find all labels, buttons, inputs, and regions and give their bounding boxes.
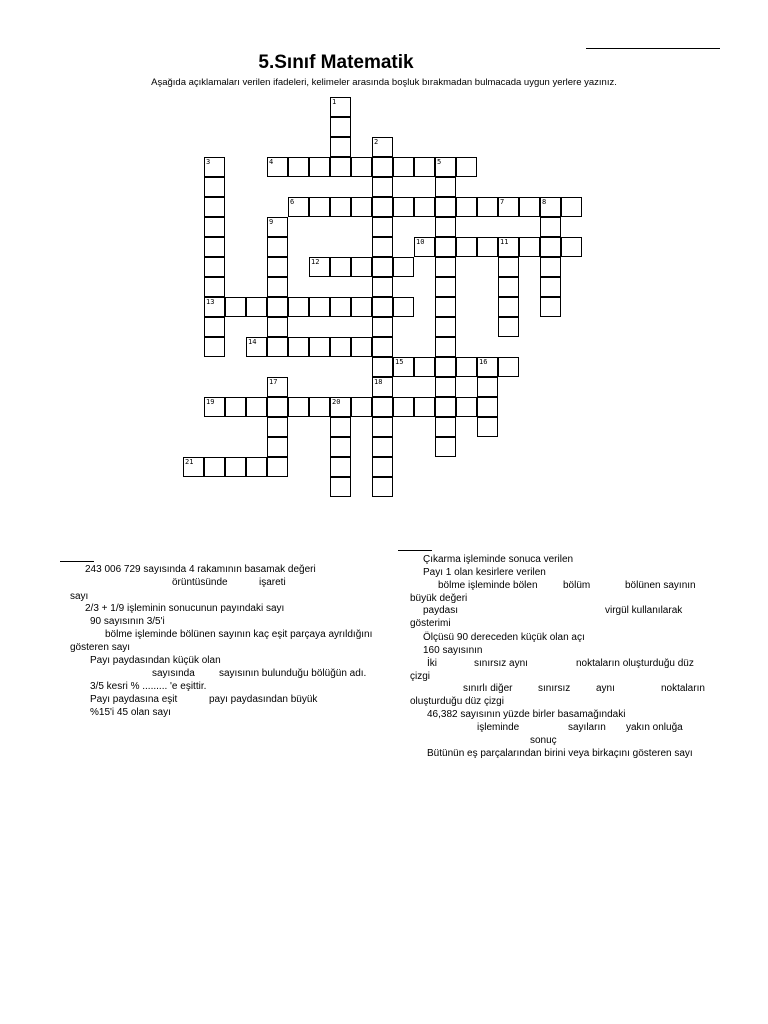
crossword-cell[interactable] [204,217,225,237]
right-clue: yakın onluğa [626,722,683,733]
crossword-cell[interactable] [330,337,351,357]
clue-number: 2 [374,138,379,146]
crossword-cell[interactable] [330,197,351,217]
left-clue: 2/3 + 1/9 işleminin sonucunun payındaki sayı [85,603,285,614]
crossword-cell[interactable] [267,237,288,257]
crossword-cell[interactable] [393,157,414,177]
clue-number: 1 [332,98,337,106]
left-clue: %15'i 45 olan sayı [90,707,171,718]
crossword-cell[interactable] [477,237,498,257]
right-clue: virgül kullanılarak [605,605,683,616]
crossword-cell[interactable] [330,457,351,477]
left-clue: işareti [259,577,286,588]
crossword-cell[interactable] [414,157,435,177]
crossword-cell[interactable] [309,297,330,317]
crossword-cell[interactable] [309,397,330,417]
crossword-cell[interactable] [309,197,330,217]
crossword-cell[interactable] [225,457,246,477]
crossword-cell[interactable] [435,337,456,357]
right-clue: sonuç [530,735,557,746]
crossword-cell[interactable] [435,397,456,417]
right-clue: büyük değeri [410,593,468,604]
crossword-cell[interactable] [267,297,288,317]
crossword-cell[interactable] [540,297,561,317]
right-clue: paydası [423,605,459,616]
crossword-cell[interactable] [393,257,414,277]
clue-number: 4 [269,158,274,166]
right-clue: sınırsız aynı [474,658,528,669]
crossword-cell[interactable] [477,417,498,437]
crossword-cell[interactable] [225,397,246,417]
crossword-cell[interactable] [225,297,246,317]
crossword-cell[interactable] [288,157,309,177]
clue-number: 6 [290,198,295,206]
crossword-cell[interactable] [372,337,393,357]
clue-number: 8 [542,198,547,206]
crossword-cell[interactable] [267,317,288,337]
crossword-cell[interactable] [561,237,582,257]
crossword-cell[interactable] [435,257,456,277]
crossword-cell[interactable] [351,297,372,317]
crossword-cell[interactable] [351,397,372,417]
crossword-cell[interactable] [330,157,351,177]
crossword-cell[interactable] [456,397,477,417]
right-clue: işleminde [477,722,520,733]
crossword-cell[interactable] [204,457,225,477]
crossword-cell[interactable] [456,237,477,257]
crossword-cell[interactable] [372,357,393,377]
crossword-cell[interactable] [393,297,414,317]
crossword-cell[interactable] [372,297,393,317]
left-clue-heading-line [60,561,94,562]
crossword-cell[interactable] [456,197,477,217]
left-clue: 243 006 729 sayısında 4 rakamının basamak değeri [85,564,316,575]
crossword-cell[interactable] [435,317,456,337]
crossword-cell[interactable] [351,197,372,217]
left-clue: sayısının bulunduğu bölüğün adı. [219,668,367,679]
right-clue: Bütünün eş parçalarından birini veya birkaçını gösteren sayı [427,748,693,759]
crossword-cell[interactable] [414,197,435,217]
crossword-cell[interactable] [372,237,393,257]
crossword-cell[interactable] [456,157,477,177]
crossword-cell[interactable] [372,417,393,437]
crossword-cell[interactable] [204,337,225,357]
clue-number: 16 [479,358,488,366]
crossword-cell[interactable] [351,257,372,277]
crossword-cell[interactable] [561,197,582,217]
crossword-cell[interactable] [393,397,414,417]
crossword-cell[interactable] [288,337,309,357]
crossword-cell[interactable] [372,177,393,197]
crossword-cell[interactable] [267,277,288,297]
right-clue: bölünen sayının [625,580,696,591]
crossword-cell[interactable] [372,257,393,277]
left-clue: Payı paydasına eşit [90,694,178,705]
crossword-cell[interactable] [435,357,456,377]
crossword-cell[interactable] [204,277,225,297]
crossword-cell[interactable] [351,157,372,177]
clue-number: 3 [206,158,211,166]
right-clue: noktaların [661,683,705,694]
crossword-cell[interactable] [435,297,456,317]
clue-number: 9 [269,218,274,226]
crossword-cell[interactable] [330,297,351,317]
crossword-cell[interactable] [477,397,498,417]
crossword-cell[interactable] [288,297,309,317]
crossword-cell[interactable] [288,397,309,417]
crossword-cell[interactable] [435,197,456,217]
instructions: Aşağıda açıklamaları verilen ifadeleri, kelimeler arasında boşluk bırakmadan bulmacada uygun yerlere yazınız. [151,77,617,88]
left-clue: gösteren sayı [70,642,131,653]
crossword-cell[interactable] [519,197,540,217]
crossword-cell[interactable] [372,197,393,217]
crossword-cell[interactable] [330,257,351,277]
crossword-cell[interactable] [372,317,393,337]
crossword-cell[interactable] [204,177,225,197]
right-clue: 160 sayısının [423,645,483,656]
clue-number: 10 [416,238,425,246]
clue-number: 5 [437,158,442,166]
crossword-cell[interactable] [498,357,519,377]
left-clue: sayı [70,591,89,602]
clue-number: 15 [395,358,404,366]
right-clue: bölüm [563,580,591,591]
right-clue: Ölçüsü 90 dereceden küçük olan açı [423,632,585,643]
crossword-cell[interactable] [246,397,267,417]
crossword-cell[interactable] [372,397,393,417]
crossword-cell[interactable] [330,477,351,497]
crossword-cell[interactable] [267,337,288,357]
clue-number: 17 [269,378,278,386]
left-clue: sayısında [152,668,195,679]
crossword-cell[interactable] [435,437,456,457]
crossword-cell[interactable] [309,157,330,177]
clue-number: 14 [248,338,257,346]
right-clue: 46,382 sayısının yüzde birler basamağındaki [427,709,626,720]
right-clue: gösterimi [410,618,451,629]
crossword-cell[interactable] [372,437,393,457]
right-clue: sınırlı diğer [463,683,513,694]
clue-number: 7 [500,198,505,206]
crossword-cell[interactable] [393,197,414,217]
crossword-cell[interactable] [540,237,561,257]
crossword-cell[interactable] [204,197,225,217]
crossword-cell[interactable] [540,217,561,237]
crossword-cell[interactable] [267,257,288,277]
crossword-cell[interactable] [498,317,519,337]
crossword-cell[interactable] [351,337,372,357]
right-clue: İki [427,658,437,669]
crossword-cell[interactable] [435,177,456,197]
crossword-cell[interactable] [498,257,519,277]
crossword-cell[interactable] [435,237,456,257]
crossword-cell[interactable] [435,417,456,437]
crossword-cell[interactable] [330,417,351,437]
crossword-cell[interactable] [372,277,393,297]
crossword-cell[interactable] [435,217,456,237]
crossword-cell[interactable] [372,457,393,477]
left-clue: 90 sayısının 3/5'i [90,616,165,627]
left-clue: bölme işleminde bölünen sayının kaç eşit parçaya ayrıldığını [105,629,373,640]
right-clue: Payı 1 olan kesirlere verilen [423,567,546,578]
crossword-cell[interactable] [204,257,225,277]
crossword-cell[interactable] [267,457,288,477]
crossword-cell[interactable] [330,437,351,457]
crossword-cell[interactable] [267,417,288,437]
crossword-cell[interactable] [477,377,498,397]
clue-number: 19 [206,398,215,406]
crossword-cell[interactable] [435,277,456,297]
right-clue: sayıların [568,722,606,733]
clue-number: 20 [332,398,341,406]
right-clue: aynı [596,683,615,694]
right-clue: sınırsız [538,683,571,694]
left-clue: örüntüsünde [172,577,228,588]
crossword-cell[interactable] [414,357,435,377]
crossword-cell[interactable] [309,337,330,357]
crossword-cell[interactable] [204,317,225,337]
crossword-cell[interactable] [540,257,561,277]
crossword-cell[interactable] [246,297,267,317]
right-clue: bölme işleminde bölen [438,580,538,591]
right-clue-heading-line [398,550,432,551]
page-title: 5.Sınıf Matematik [258,52,414,73]
crossword-cell[interactable] [456,357,477,377]
clue-number: 12 [311,258,320,266]
crossword-cell[interactable] [414,397,435,417]
crossword-cell[interactable] [435,377,456,397]
crossword-cell[interactable] [330,117,351,137]
clue-number: 18 [374,378,383,386]
crossword-cell[interactable] [246,457,267,477]
left-clue: 3/5 kesri % ......... 'e eşittir. [90,681,207,692]
right-clue: noktaların oluşturduğu düz [576,658,694,669]
crossword-cell[interactable] [267,397,288,417]
right-clue: Çıkarma işleminde sonuca verilen [423,554,574,565]
crossword-cell[interactable] [330,137,351,157]
crossword-cell[interactable] [498,277,519,297]
clue-number: 21 [185,458,194,466]
crossword-cell[interactable] [372,477,393,497]
right-clue: çizgi [410,671,431,682]
crossword-cell[interactable] [267,437,288,457]
clue-number: 13 [206,298,215,306]
crossword-cell[interactable] [477,197,498,217]
crossword-cell[interactable] [372,217,393,237]
left-clue: payı paydasından büyük [209,694,318,705]
left-clue: Payı paydasından küçük olan [90,655,221,666]
right-clue: oluşturduğu düz çizgi [410,696,504,707]
crossword-cell[interactable] [498,297,519,317]
crossword-cell[interactable] [540,277,561,297]
crossword-cell[interactable] [372,157,393,177]
crossword-cell[interactable] [204,237,225,257]
crossword-cell[interactable] [519,237,540,257]
clue-number: 11 [500,238,509,246]
